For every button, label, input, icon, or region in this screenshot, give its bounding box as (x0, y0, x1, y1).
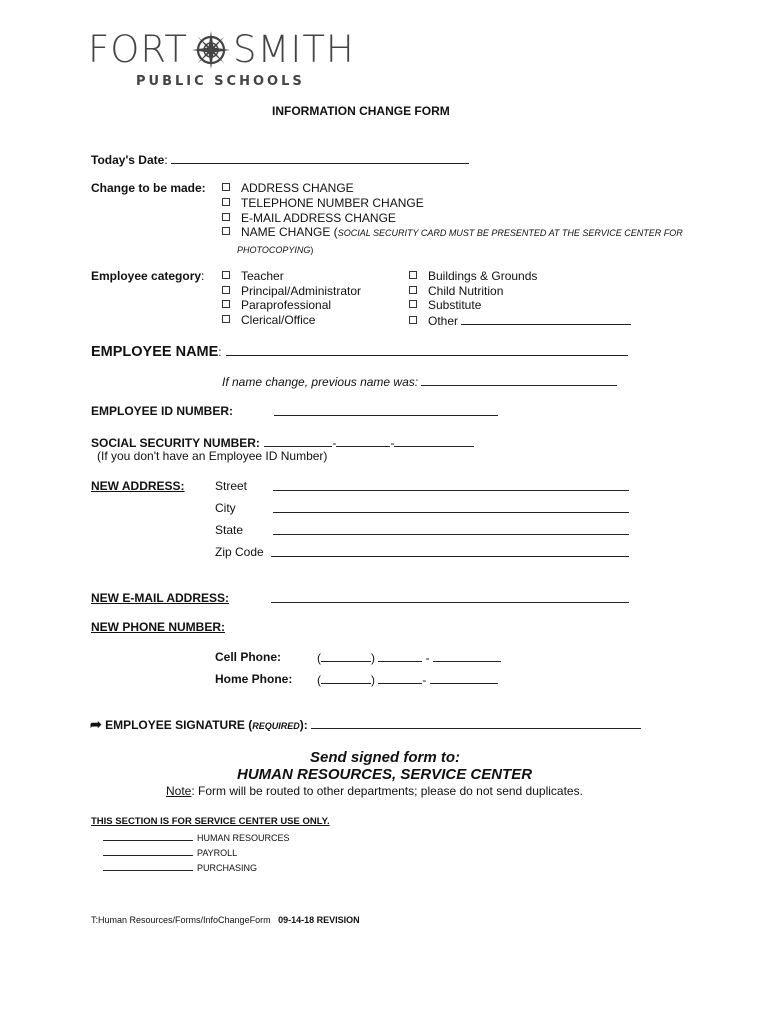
ssn-field-part-3[interactable] (394, 435, 474, 447)
service-center-item-hr: HUMAN RESOURCES (103, 831, 290, 843)
home-phone-label: Home Phone: (215, 672, 293, 686)
home-phone-field[interactable]: ( ) - (317, 672, 498, 687)
compass-rose-icon (191, 30, 231, 70)
cell-phone-area-field[interactable] (321, 650, 371, 662)
checkbox-icon[interactable] (222, 300, 230, 308)
previous-name-row (222, 374, 617, 389)
cell-phone-field[interactable]: ( ) - (317, 650, 501, 665)
home-phone-area-field[interactable] (321, 672, 371, 684)
change-option-name[interactable]: NAME CHANGE (SOCIAL SECURITY CARD MUST BE PRESENTED AT THE SERVICE CENTER FOR (222, 225, 683, 239)
previous-name-field[interactable] (421, 374, 617, 386)
name-change-note: SOCIAL SECURITY CARD MUST BE PRESENTED AT THE SERVICE CENTER FOR (337, 228, 683, 238)
ssn-field-part-2[interactable] (336, 435, 390, 447)
checkbox-icon[interactable] (409, 286, 417, 294)
category-teacher[interactable]: Teacher (222, 269, 284, 283)
address-city-label: City (215, 501, 236, 515)
checkbox-icon[interactable] (409, 271, 417, 279)
send-line-2: HUMAN RESOURCES, SERVICE CENTER (237, 766, 533, 783)
category-other-field[interactable] (461, 313, 631, 325)
todays-date-row: Today's Date: (91, 152, 469, 167)
ssn-label: SOCIAL SECURITY NUMBER: (91, 436, 260, 450)
new-phone-label: NEW PHONE NUMBER: (91, 620, 225, 634)
address-city-field[interactable] (273, 501, 629, 513)
checkbox-icon[interactable] (222, 183, 230, 191)
service-center-blank[interactable] (103, 861, 193, 871)
checkbox-icon[interactable] (222, 198, 230, 206)
home-phone-label-row (215, 672, 292, 686)
address-street-field[interactable] (273, 479, 629, 491)
checkbox-icon[interactable] (222, 315, 230, 323)
service-center-item-purchasing: PURCHASING (103, 861, 257, 873)
category-substitute[interactable]: Substitute (409, 298, 481, 312)
address-state-label: State (215, 523, 244, 537)
checkbox-icon[interactable] (409, 300, 417, 308)
previous-name-label: If name change, previous name was: (222, 375, 419, 389)
change-option-telephone[interactable]: TELEPHONE NUMBER CHANGE (222, 196, 424, 210)
category-buildings[interactable]: Buildings & Grounds (409, 269, 537, 283)
logo-text-fort: FORT (88, 28, 189, 71)
checkbox-icon[interactable] (222, 213, 230, 221)
note-text: Form will be routed to other departments; please do not send duplicates. (198, 784, 583, 798)
new-address-label: NEW ADDRESS: (91, 479, 185, 493)
checkbox-icon[interactable] (409, 316, 417, 324)
ssn-field-part-1[interactable] (264, 435, 332, 447)
category-clerical[interactable]: Clerical/Office (222, 313, 315, 327)
change-option-address[interactable]: ADDRESS CHANGE (222, 181, 354, 195)
send-line-1: Send signed form to: (310, 749, 460, 766)
note-row: Note: Form will be routed to other departments; please do not send duplicates. (166, 784, 583, 798)
pointing-arrow-icon: ➦ (90, 716, 102, 732)
note-label: Note (166, 784, 192, 798)
signature-field[interactable] (311, 717, 641, 729)
home-phone-prefix-field[interactable] (378, 672, 422, 684)
category-other[interactable]: Other (409, 313, 631, 328)
address-state-field[interactable] (273, 523, 629, 535)
logo (88, 28, 355, 90)
employee-id-field[interactable] (274, 404, 498, 416)
category-child-nutrition[interactable]: Child Nutrition (409, 284, 503, 298)
employee-name-row: EMPLOYEE NAME: (91, 343, 628, 361)
employee-name-label: EMPLOYEE NAME (91, 344, 219, 360)
address-street-label: Street (215, 479, 248, 493)
cell-phone-label: Cell Phone: (215, 650, 282, 664)
footer-revision: 09-14-18 REVISION (278, 915, 360, 925)
employee-name-field[interactable] (226, 344, 628, 356)
service-center-item-payroll: PAYROLL (103, 846, 237, 858)
checkbox-icon[interactable] (222, 227, 230, 235)
footer-path: T:Human Resources/Forms/InfoChangeForm (91, 915, 271, 925)
new-email-label: NEW E-MAIL ADDRESS: (91, 591, 229, 605)
footer (91, 915, 360, 925)
service-center-blank[interactable] (103, 831, 193, 841)
form-title: INFORMATION CHANGE FORM (272, 104, 450, 118)
employee-category-label: Employee category: (91, 269, 205, 283)
todays-date-field[interactable] (171, 152, 469, 164)
logo-subtitle: PUBLIC SCHOOLS (136, 74, 305, 89)
category-paraprofessional[interactable]: Paraprofessional (222, 298, 331, 312)
checkbox-icon[interactable] (222, 286, 230, 294)
signature-required: REQUIRED (252, 721, 300, 731)
change-option-email[interactable]: E-MAIL ADDRESS CHANGE (222, 211, 396, 225)
logo-text-smith: SMITH (233, 28, 355, 71)
new-email-field[interactable] (271, 591, 629, 603)
home-phone-line-field[interactable] (430, 672, 498, 684)
todays-date-label: Today's Date (91, 153, 165, 167)
cell-phone-line-field[interactable] (433, 650, 501, 662)
address-zip-field[interactable] (271, 545, 629, 557)
ssn-note: (If you don't have an Employee ID Number) (97, 449, 328, 463)
checkbox-icon[interactable] (222, 271, 230, 279)
category-principal[interactable]: Principal/Administrator (222, 284, 361, 298)
employee-id-label: EMPLOYEE ID NUMBER: (91, 404, 234, 418)
address-zip-label: Zip Code (215, 545, 264, 559)
service-center-blank[interactable] (103, 846, 193, 856)
signature-label: EMPLOYEE SIGNATURE (105, 718, 245, 732)
signature-row: ➦ EMPLOYEE SIGNATURE (REQUIRED): (90, 716, 641, 733)
name-change-note-cont: PHOTOCOPYING) (237, 245, 314, 255)
cell-phone-prefix-field[interactable] (378, 650, 422, 662)
ssn-row: SOCIAL SECURITY NUMBER: - - (91, 434, 474, 452)
service-center-heading: THIS SECTION IS FOR SERVICE CENTER USE ONLY. (91, 816, 330, 827)
change-label: Change to be made: (91, 181, 206, 195)
